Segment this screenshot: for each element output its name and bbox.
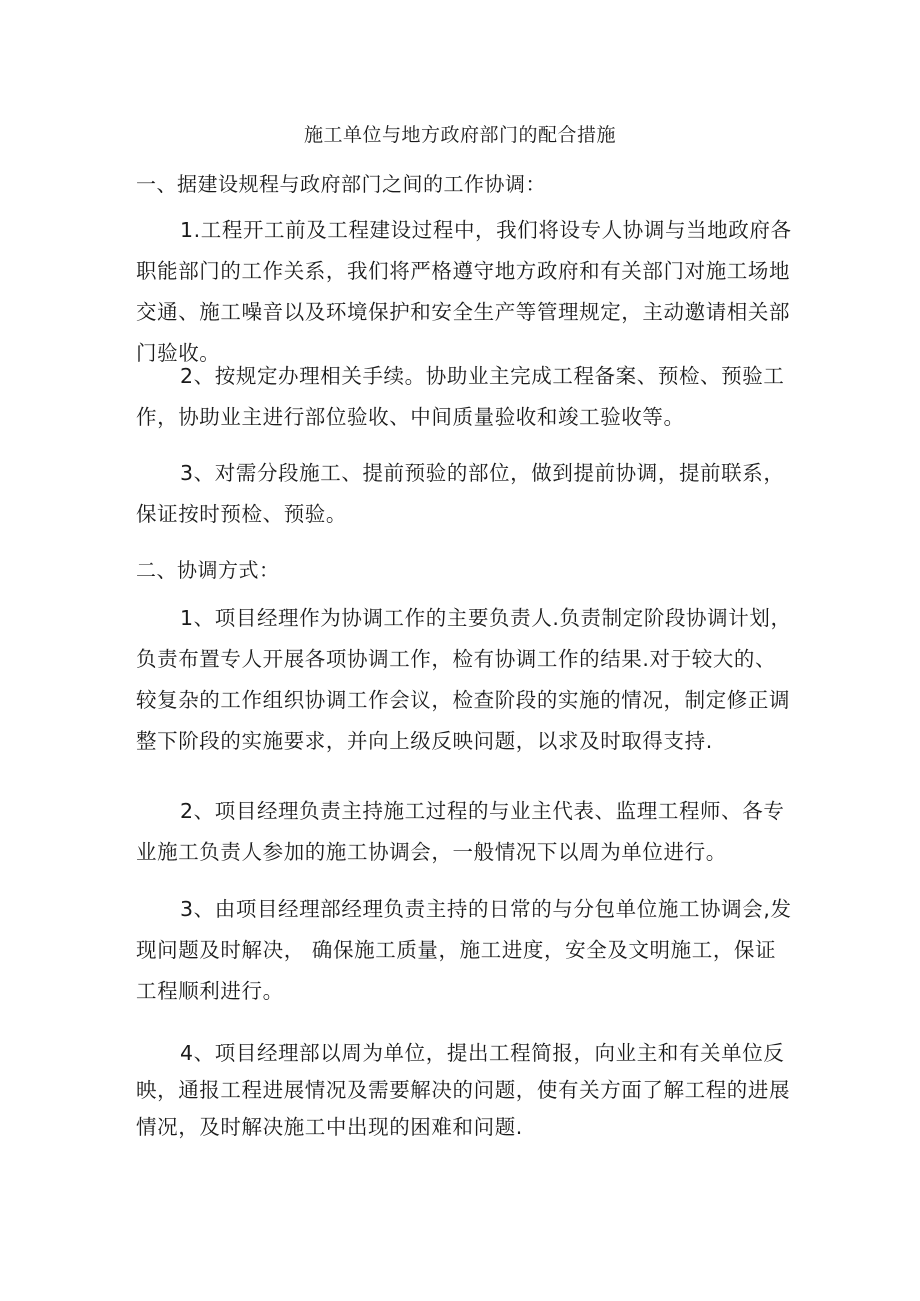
section-heading-1: 一、据建设规程与政府部门之间的工作协调： (136, 172, 546, 196)
paragraph-2-4: 4、项目经理部以周为单位，提出工程简报，向业主和有关单位反映，通报工程进展情况及需要解决的问题，使有关方面了解工程的进展情况，及时解决施工中出现的困难和问题. (136, 1041, 791, 1139)
paragraph-2-1: 1、项目经理作为协调工作的主要负责人.负责制定阶段协调计划，负责布置专人开展各项协调工作，检有协调工作的结果.对于较大的、较复杂的工作组织协调工作会议，检查阶段的实施的情况，制定修正调整下阶段的实施要求，并向上级反映问题，以求及时取得支持. (136, 606, 792, 753)
document-title: 施工单位与地方政府部门的配合措施 (303, 124, 616, 146)
paragraph-1-3: 3、对需分段施工、提前预验的部位，做到提前协调，提前联系，保证按时预检、预验。 (136, 461, 785, 526)
paragraph-1-1: 1.工程开工前及工程建设过程中，我们将设专人协调与当地政府各职能部门的工作关系，我们将严格遵守地方政府和有关部门对施工场地交通、施工噪音以及环境保护和安全生产等管理规定，主动邀请相关部门验收。 (136, 218, 792, 365)
paragraph-1-2: 2、按规定办理相关手续。协助业主完成工程备案、预检、预验工作，协助业主进行部位验收、中间质量验收和竣工验收等。 (136, 364, 785, 429)
paragraph-2-3: 3、由项目经理部经理负责主持的日常的与分包单位施工协调会,发现问题及时解决， 确保施工质量，施工进度，安全及文明施工，保证工程顺利进行。 (136, 897, 792, 1003)
section-heading-2: 二、协调方式： (136, 558, 280, 582)
paragraph-2-2: 2、项目经理负责主持施工过程的与业主代表、监理工程师、各专业施工负责人参加的施工协调会，一般情况下以周为单位进行。 (136, 799, 785, 864)
